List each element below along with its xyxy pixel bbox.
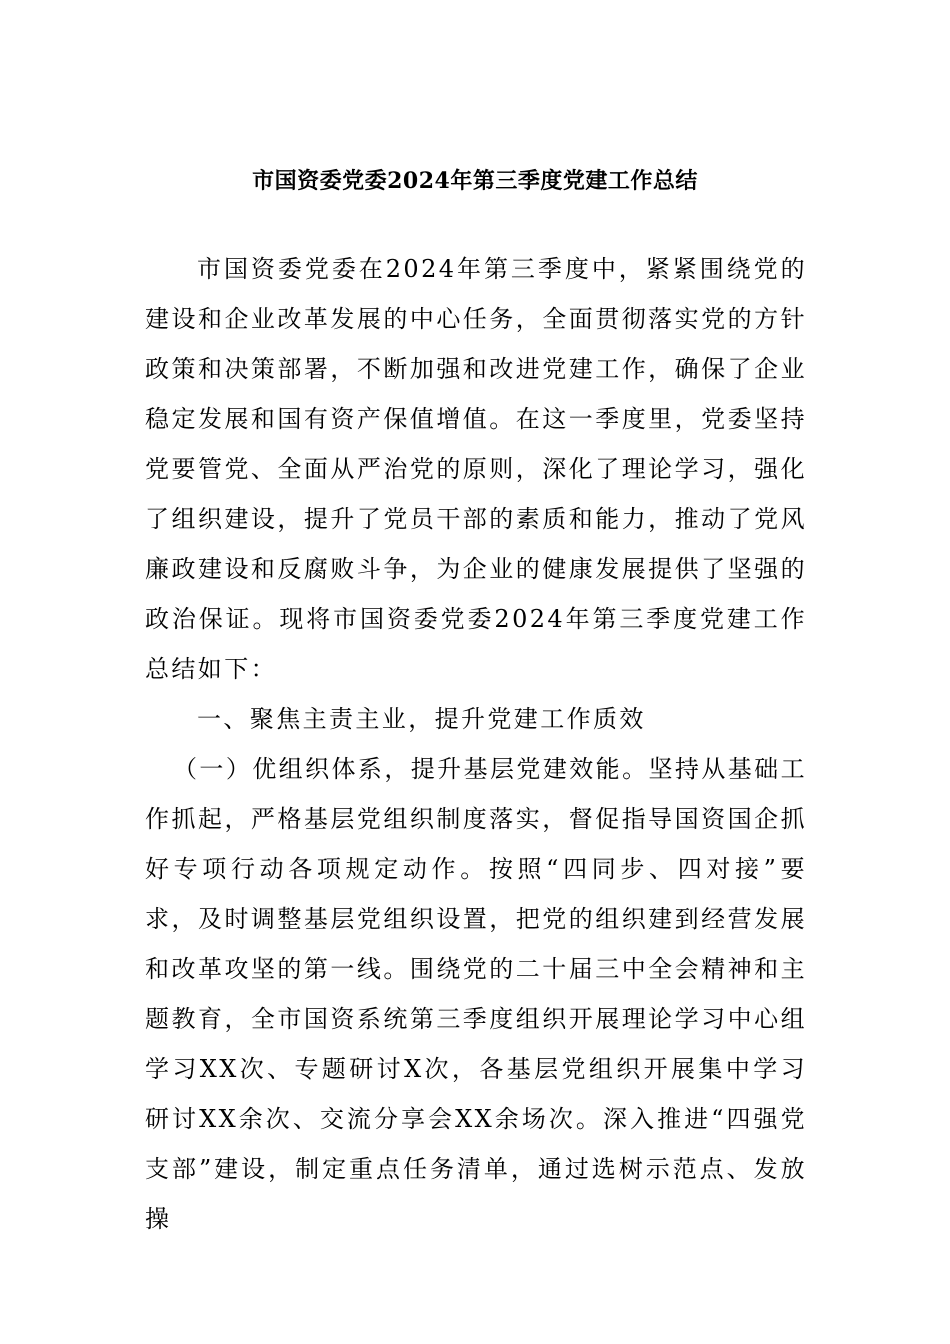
document-title: 市国资委党委2024年第三季度党建工作总结 [252,168,698,194]
section-1-heading: 一、聚焦主责主业，提升党建工作质效 [197,705,646,733]
document-body [145,244,807,1244]
intro-paragraph: 市国资委党委在2024年第三季度中，紧紧围绕党的建设和企业改革发展的中心任务，全面贯彻落实党的方针政策和决策部署，不断加强和改进党建工作，确保了企业稳定发展和国有资产保值增值。在这一季度里，党委坚持党要管党、全面从严治党的原则，深化了理论学习，强化了组织建设，提升了党员干部的素质和能力，推动了党风廉政建设和反腐败斗争，为企业的健康发展提供了坚强的政治保证。现将市国资委党委2024年第三季度党建工作总结如下： [145,255,807,683]
section-1-1-paragraph: （一）优组织体系，提升基层党建效能。坚持从基础工作抓起，严格基层党组织制度落实，督促指导国资国企抓好专项行动各项规定动作。按照“四同步、四对接”要求，及时调整基层党组织设置，把党的组织建到经营发展和改革攻坚的第一线。围绕党的二十届三中全会精神和主题教育，全市国资系统第三季度组织开展理论学习中心组学习XX次、专题研讨X次，各基层党组织开展集中学习研讨XX余次、交流分享会XX余场次。深入推进“四强党支部”建设，制定重点任务清单，通过选树示范点、发放操 [145,755,807,1233]
